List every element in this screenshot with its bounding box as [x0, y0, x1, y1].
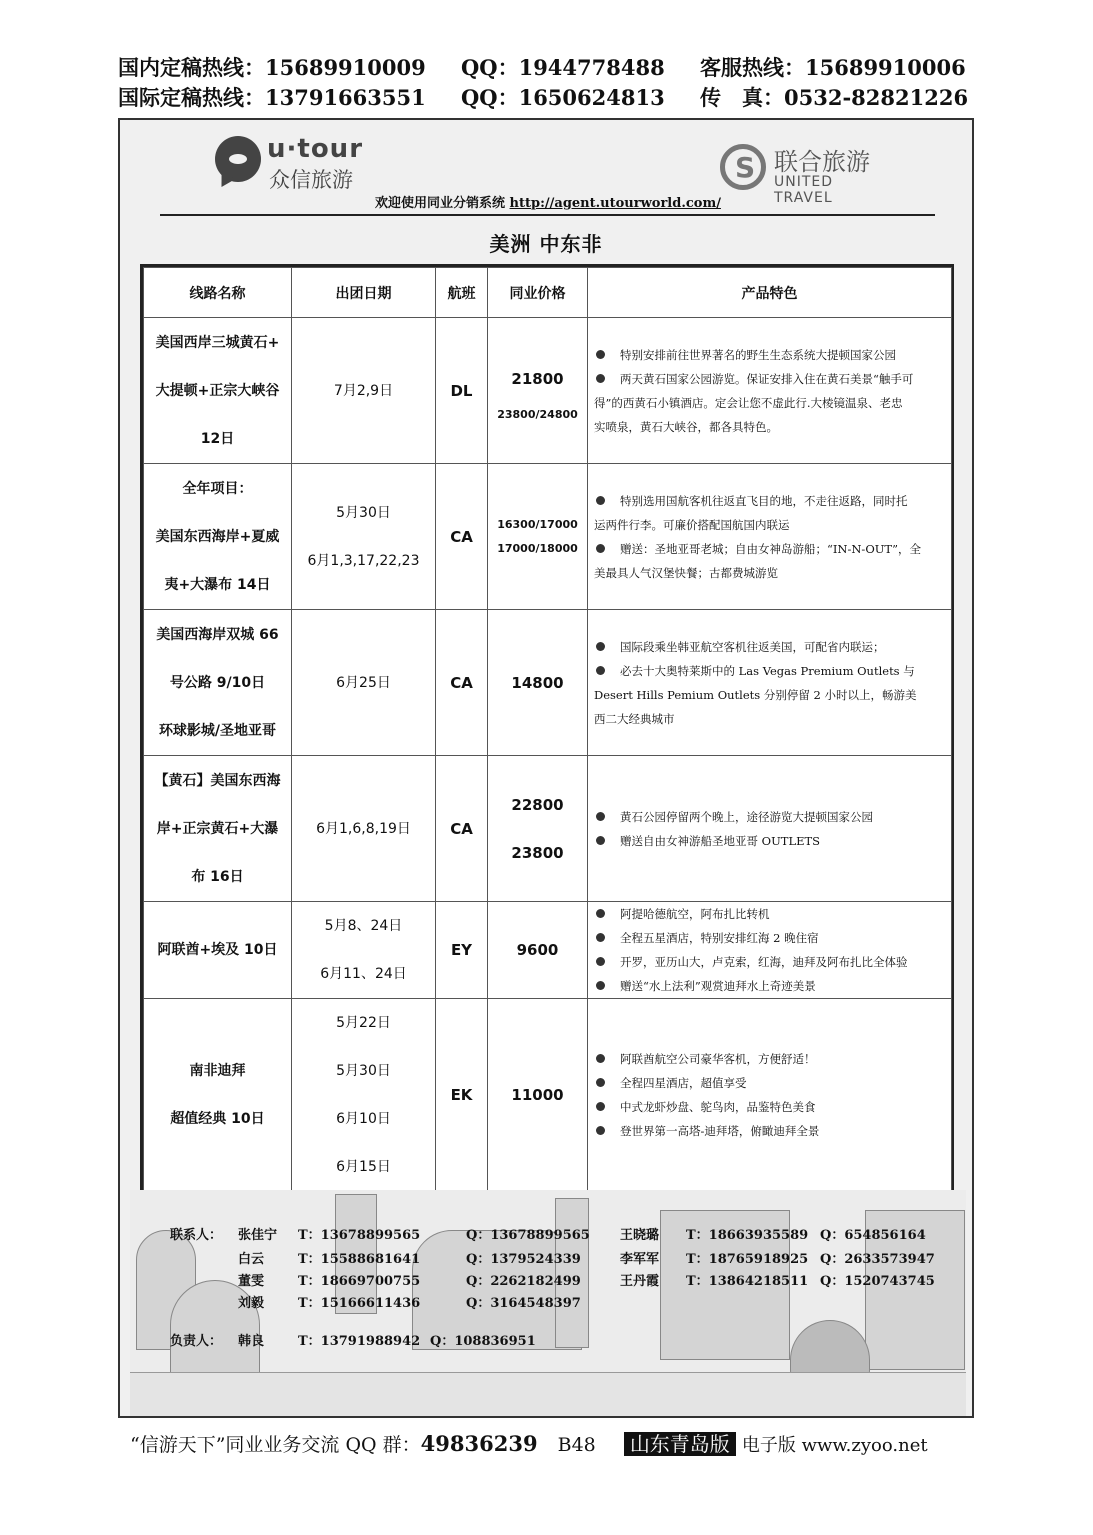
features [588, 902, 952, 999]
united-travel-logo [720, 140, 890, 206]
price-main: 9600 [516, 941, 559, 959]
feature-line: 中式龙虾炒盘、鸵鸟肉，品鉴特色美食 [594, 1095, 947, 1119]
flight-code: EY [436, 902, 488, 999]
divider [160, 214, 935, 216]
table-row [144, 318, 952, 464]
flight-code: CA [436, 464, 488, 610]
contact-tel: T：18663935589 [686, 1228, 809, 1243]
fax: 传 真：0532-82821226 [700, 85, 969, 110]
feature-line: 赠送：圣地亚哥老城；自由女神岛游船；“IN-N-OUT”，全 [594, 537, 947, 561]
contact-name: 王晓璐 [620, 1228, 660, 1243]
price-main: 22800 [511, 795, 564, 814]
feature-line: Desert Hills Pemium Outlets 分别停留 2 小时以上，畅游美 [594, 687, 917, 702]
features [588, 999, 952, 1192]
route-line: 布 16日 [191, 868, 244, 885]
price-sub: 16300/17000 [497, 517, 578, 531]
manager-tel: T：13791988942 [298, 1334, 421, 1349]
contact-qq: Q：654856164 [820, 1228, 926, 1243]
contact-name: 张佳宁 [238, 1228, 278, 1243]
price [488, 464, 588, 610]
route-name [144, 464, 292, 610]
date-line: 5月8、24日 [324, 918, 403, 934]
features [588, 610, 952, 756]
feature-line: 国际段乘坐韩亚航空客机往返美国，可配省内联运； [594, 635, 947, 659]
price [488, 318, 588, 464]
contact-tel: T：18669700755 [298, 1274, 421, 1289]
price-main: 21800 [511, 369, 564, 388]
flight-code: DL [436, 318, 488, 464]
price-sub: 17000/18000 [497, 541, 578, 555]
contacts-label: 联系人： [170, 1228, 223, 1243]
route-table [143, 267, 952, 1192]
table-row [144, 756, 952, 902]
feature-line: 西二大经典城市 [594, 711, 675, 726]
flight-code: CA [436, 756, 488, 902]
date-line: 7月2,9日 [333, 382, 394, 399]
feature-line: 黄石公园停留两个晚上，途径游览大提顿国家公园 [594, 805, 947, 829]
group-qq: 49836239 [420, 1431, 538, 1456]
header-flight: 航班 [436, 268, 488, 318]
feature-line: 得”的西黄石小镇酒店。定会让您不虚此行.大棱镜温泉、老忠 [594, 395, 903, 410]
date-line: 6月10日 [336, 1111, 391, 1127]
price-main-2: 23800 [511, 843, 564, 862]
contact-name: 刘毅 [238, 1296, 265, 1311]
united-en: UNITED TRAVEL [774, 174, 834, 206]
feature-line: 阿提哈德航空，阿布扎比转机 [594, 902, 947, 926]
page-no: B48 [557, 1434, 596, 1456]
depart-dates [292, 999, 436, 1192]
route-line: 美国西岸三城黄石+ [155, 334, 280, 351]
route-line: 夷+大瀑布 14日 [164, 576, 271, 593]
contact-tel: T：13864218511 [686, 1274, 809, 1289]
manager-qq: Q：108836951 [430, 1334, 536, 1349]
table-row [144, 999, 952, 1192]
price [488, 610, 588, 756]
date-line: 5月22日 [336, 1015, 391, 1031]
header-route: 线路名称 [144, 268, 292, 318]
depart-dates [292, 318, 436, 464]
feature-line: 赠送自由女神游船圣地亚哥 OUTLETS [594, 829, 947, 853]
header-price: 同业价格 [488, 268, 588, 318]
feature-line: 登世界第一高塔-迪拜塔，俯瞰迪拜全景 [594, 1119, 947, 1143]
feature-line: 全程四星酒店，超值享受 [594, 1071, 947, 1095]
depart-dates [292, 756, 436, 902]
header-date: 出团日期 [292, 268, 436, 318]
route-table-wrap [140, 264, 954, 1194]
route-name [144, 610, 292, 756]
route-name [144, 902, 292, 999]
route-line: 号公路 9/10日 [169, 674, 266, 691]
features [588, 318, 952, 464]
feature-line: 实喷泉，黄石大峡谷，都各具特色。 [594, 419, 778, 434]
utour-en: u·tour [267, 134, 364, 164]
contact-tel: T：13678899565 [298, 1228, 421, 1243]
landmark-illustration [130, 1190, 966, 1416]
price-sub: 23800/24800 [497, 407, 578, 421]
route-line: 【黄石】美国东西海 [154, 772, 281, 789]
feature-line: 全程五星酒店，特别安排红海 2 晚住宿 [594, 926, 947, 950]
contact-qq: Q：13678899565 [466, 1228, 590, 1243]
contacts-block [130, 1190, 966, 1416]
welcome-line [375, 192, 721, 211]
table-header [144, 268, 952, 318]
price-main: 14800 [511, 673, 564, 692]
route-name [144, 318, 292, 464]
depart-dates [292, 902, 436, 999]
contact-tel: T：15588681641 [298, 1252, 421, 1267]
contact-name: 王丹霞 [620, 1274, 660, 1289]
table-row [144, 464, 952, 610]
date-line: 6月15日 [336, 1159, 391, 1175]
agent-link[interactable]: http://agent.utourworld.com/ [509, 196, 721, 211]
utour-cn: 众信旅游 [269, 168, 353, 192]
flight-code: CA [436, 610, 488, 756]
group-text: “信游天下”同业业务交流 QQ 群： [130, 1434, 421, 1456]
domestic-hotline: 国内定稿热线：15689910009 [118, 55, 426, 80]
feature-line: 赠送“水上法利”观赏迪拜水上奇迹美景 [594, 974, 947, 998]
feature-line: 美最具人气汉堡快餐；古都费城游览 [594, 565, 778, 580]
contact-tel: T：18765918925 [686, 1252, 809, 1267]
table-row [144, 902, 952, 999]
route-line: 南非迪拜 [189, 1063, 246, 1079]
contact-name: 董雯 [238, 1274, 265, 1289]
eversion: 电子版 www.zyoo.net [741, 1435, 928, 1456]
welcome-text: 欢迎使用同业分销系统 [375, 196, 506, 211]
intl-hotline: 国际定稿热线：13791663551 [118, 85, 426, 110]
united-cn: 联合旅游 [774, 148, 870, 176]
route-line: 超值经典 10日 [170, 1111, 265, 1127]
route-line: 阿联酋+埃及 10日 [157, 942, 278, 958]
contact-qq: Q：1520743745 [820, 1274, 935, 1289]
route-line: 环球影城/圣地亚哥 [158, 722, 277, 739]
service-hotline: 客服热线：15689910006 [700, 55, 966, 80]
manager-name: 韩良 [238, 1334, 265, 1349]
utour-logo [215, 134, 385, 194]
table-row [144, 610, 952, 756]
feature-line: 特别选用国航客机往返直飞目的地，不走往返路，同时托 [594, 489, 947, 513]
feature-line: 阿联酋航空公司豪华客机，方便舒适！ [594, 1047, 947, 1071]
date-line: 6月1,3,17,22,23 [307, 552, 420, 569]
price [488, 756, 588, 902]
price [488, 902, 588, 999]
united-mark-icon [720, 144, 766, 190]
feature-line: 两天黄石国家公园游览。保证安排入住在黄石美景“触手可 [594, 367, 947, 391]
route-name [144, 999, 292, 1192]
route-line: 岸+正宗黄石+大瀑 [156, 820, 279, 837]
manager-label: 负责人： [170, 1334, 223, 1349]
features [588, 756, 952, 902]
contact-qq: Q：2633573947 [820, 1252, 935, 1267]
depart-dates [292, 610, 436, 756]
contact-name: 白云 [238, 1252, 265, 1267]
date-line: 6月25日 [336, 674, 391, 691]
route-line: 大提顿+正宗大峡谷 [155, 382, 280, 399]
depart-dates [292, 464, 436, 610]
feature-line: 特别安排前往世界著名的野生生态系统大提顿国家公园 [594, 343, 947, 367]
route-name [144, 756, 292, 902]
contact-qq: Q：1379524339 [466, 1252, 581, 1267]
feature-line: 必去十大奥特莱斯中的 Las Vegas Premium Outlets 与 [594, 659, 947, 683]
edition-badge: 山东青岛版 [624, 1432, 736, 1456]
price-main: 11000 [511, 1086, 564, 1104]
contact-tel: T：15166611436 [298, 1296, 421, 1311]
date-line: 6月1,6,8,19日 [316, 820, 411, 837]
header-features: 产品特色 [588, 268, 952, 318]
date-line: 5月30日 [336, 504, 391, 521]
route-line: 美国西海岸双城 66 [156, 626, 279, 643]
route-line: 全年项目： [182, 480, 253, 497]
region-title: 美洲 中东非 [489, 232, 603, 256]
qq-1: QQ：1944778488 [461, 55, 665, 80]
flight-code: EK [436, 999, 488, 1192]
contact-qq: Q：3164548397 [466, 1296, 581, 1311]
date-line: 6月11、24日 [320, 966, 407, 982]
contact-qq: Q：2262182499 [466, 1274, 581, 1289]
features [588, 464, 952, 610]
footer [130, 1428, 980, 1464]
main-frame [118, 118, 974, 1418]
qq-2: QQ：1650624813 [461, 85, 665, 110]
contact-name: 李军军 [620, 1252, 660, 1267]
route-line: 美国东西海岸+夏威 [155, 528, 280, 545]
date-line: 5月30日 [336, 1063, 391, 1079]
price [488, 999, 588, 1192]
feature-line: 开罗，亚历山大，卢克索，红海，迪拜及阿布扎比全体验 [594, 950, 947, 974]
feature-line: 运两件行李。可廉价搭配国航国内联运 [594, 517, 790, 532]
route-line: 12日 [200, 430, 235, 447]
